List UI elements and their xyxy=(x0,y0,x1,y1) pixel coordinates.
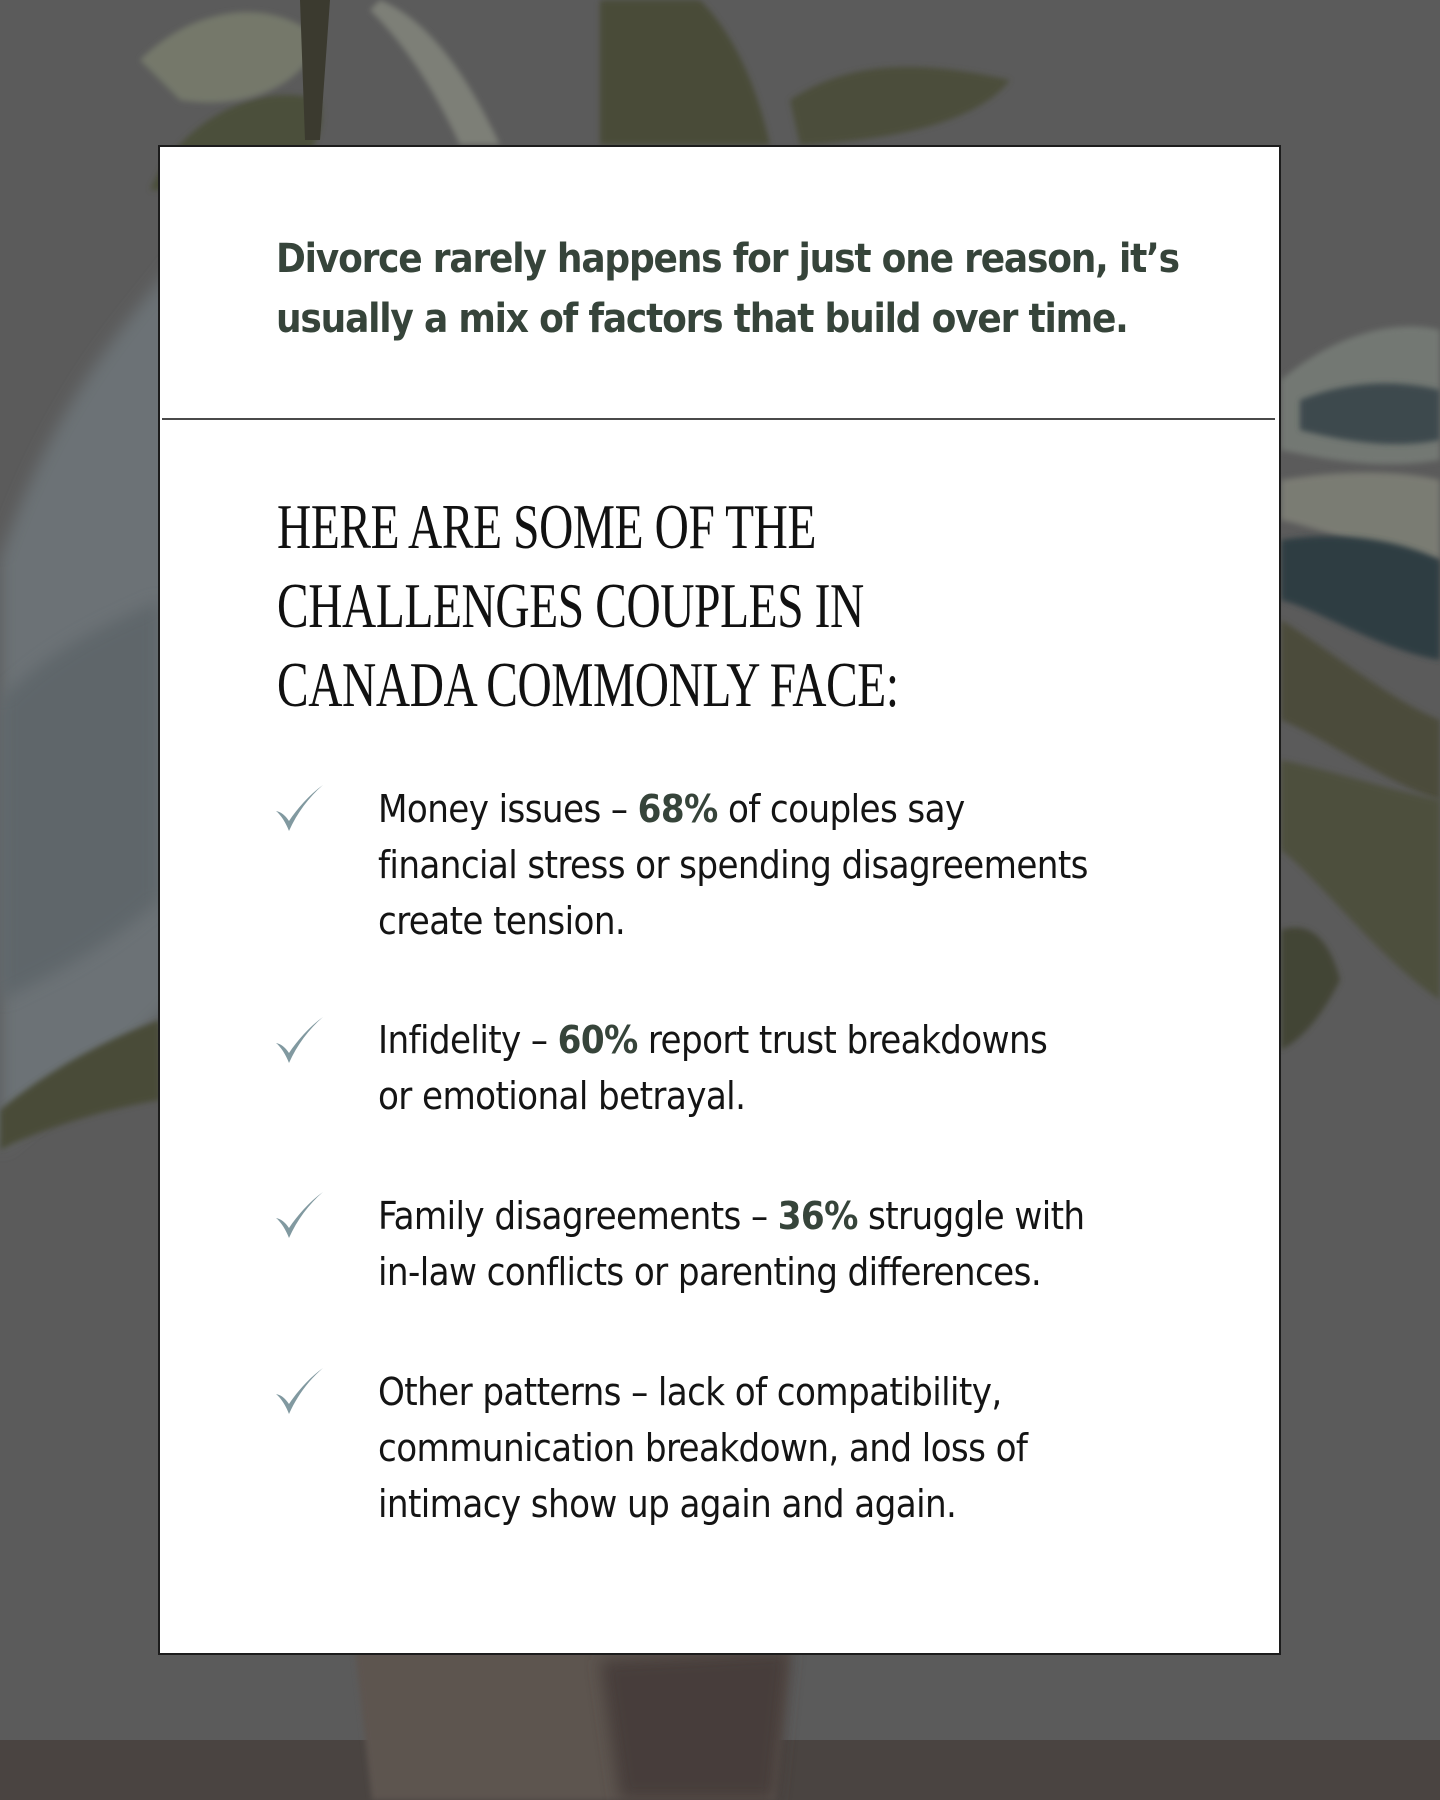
intro-text xyxy=(276,229,1216,349)
check-icon xyxy=(273,1190,325,1242)
stat-percent: 68% xyxy=(637,787,718,831)
stat-percent: 60% xyxy=(557,1018,638,1062)
item-text: Money issues – 68% of couples say financial stress or spending disagreements create tension. xyxy=(378,787,1088,943)
heading-line: HERE ARE SOME OF THE xyxy=(277,491,817,562)
intro-line: Divorce rarely happens for just one reason, it’s xyxy=(276,236,1179,282)
check-icon xyxy=(273,1015,325,1067)
heading-line: CHALLENGES COUPLES IN xyxy=(277,570,864,641)
item-text: Infidelity – 60% report trust breakdowns or emotional betrayal. xyxy=(378,1018,1048,1118)
check-icon xyxy=(273,1366,325,1418)
heading-line: CANADA COMMONLY FACE: xyxy=(277,649,899,720)
info-card xyxy=(158,145,1281,1655)
intro-line: usually a mix of factors that build over time. xyxy=(276,296,1128,342)
item-text: Family disagreements – 36% struggle with in-law conflicts or parenting differences. xyxy=(378,1194,1085,1294)
check-icon xyxy=(273,783,325,835)
section-heading xyxy=(277,487,899,724)
item-text: Other patterns – lack of compatibility, communication breakdown, and loss of intimacy show up again and again. xyxy=(378,1370,1028,1526)
divider xyxy=(162,418,1275,420)
stat-percent: 36% xyxy=(777,1194,858,1238)
